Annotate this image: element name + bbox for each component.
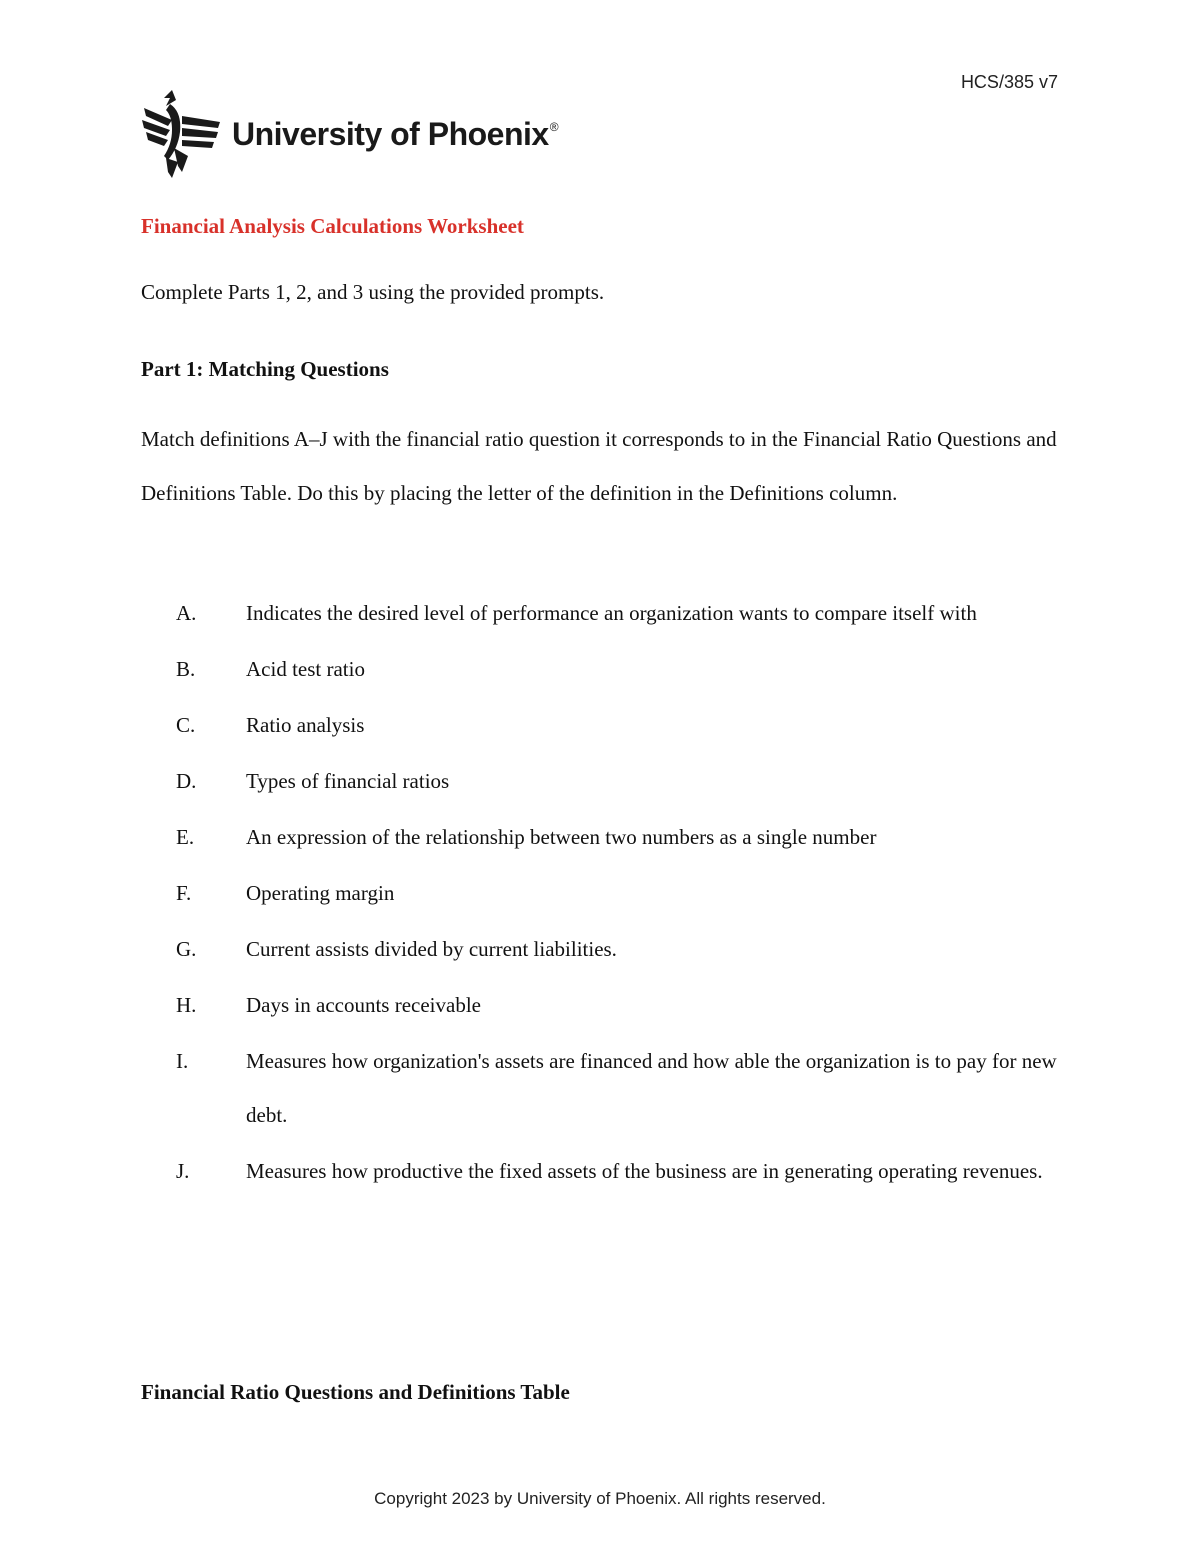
- definition-item: [141, 922, 1059, 976]
- definition-text: Indicates the desired level of performance an organization wants to compare itself with: [246, 601, 977, 625]
- definition-item: [141, 866, 1059, 920]
- intro-text: Complete Parts 1, 2, and 3 using the provided prompts.: [141, 280, 605, 304]
- definition-item: [141, 1034, 1059, 1142]
- university-logo: [142, 84, 558, 180]
- definition-letter: H.: [176, 993, 197, 1017]
- definition-item: [141, 698, 1059, 752]
- definition-letter: B.: [176, 657, 196, 681]
- definition-letter: G.: [176, 937, 197, 961]
- logo-wordmark: University of Phoenix®: [232, 115, 559, 152]
- document-title: Financial Analysis Calculations Worksheet: [141, 214, 524, 238]
- definition-letter: E.: [176, 825, 195, 849]
- table-heading: Financial Ratio Questions and Definitions Table: [141, 1380, 570, 1404]
- registered-mark: ®: [549, 119, 559, 134]
- definition-item: [141, 810, 1059, 864]
- definition-item: [141, 1144, 1059, 1198]
- part1-heading: Part 1: Matching Questions: [141, 357, 389, 381]
- definition-letter: F.: [176, 881, 192, 905]
- definition-text: Measures how organization's assets are financed and how able the organization is to pay for new debt.: [246, 1049, 1057, 1127]
- definition-item: [141, 586, 1059, 640]
- definition-text: Current assists divided by current liabilities.: [246, 937, 617, 961]
- copyright-footer: Copyright 2023 by University of Phoenix. All rights reserved.: [374, 1489, 826, 1508]
- definition-letter: I.: [176, 1049, 189, 1073]
- definition-text: Measures how productive the fixed assets of the business are in generating operating revenues.: [246, 1159, 1043, 1183]
- course-code: HCS/385 v7: [960, 72, 1058, 92]
- definition-text: Types of financial ratios: [246, 769, 450, 793]
- definition-text: An expression of the relationship between two numbers as a single number: [246, 825, 877, 849]
- matching-instructions: Match definitions A–J with the financial ratio question it corresponds to in the Financial Ratio Questions and Definitions Table. Do this by placing the letter of the definition in the Definitions column.: [141, 427, 1057, 505]
- definition-text: Operating margin: [246, 881, 395, 905]
- definition-item: [141, 642, 1059, 696]
- definition-item: [141, 978, 1059, 1032]
- definition-letter: D.: [176, 769, 197, 793]
- definition-letter: J.: [176, 1159, 190, 1183]
- definition-text: Days in accounts receivable: [246, 993, 481, 1017]
- definition-text: Acid test ratio: [246, 657, 365, 681]
- definition-item: [141, 754, 1059, 808]
- definitions-list: [141, 586, 1059, 1200]
- definition-letter: A.: [176, 601, 197, 625]
- definition-text: Ratio analysis: [246, 713, 365, 737]
- definition-letter: C.: [176, 713, 196, 737]
- phoenix-bird-icon: [142, 86, 222, 178]
